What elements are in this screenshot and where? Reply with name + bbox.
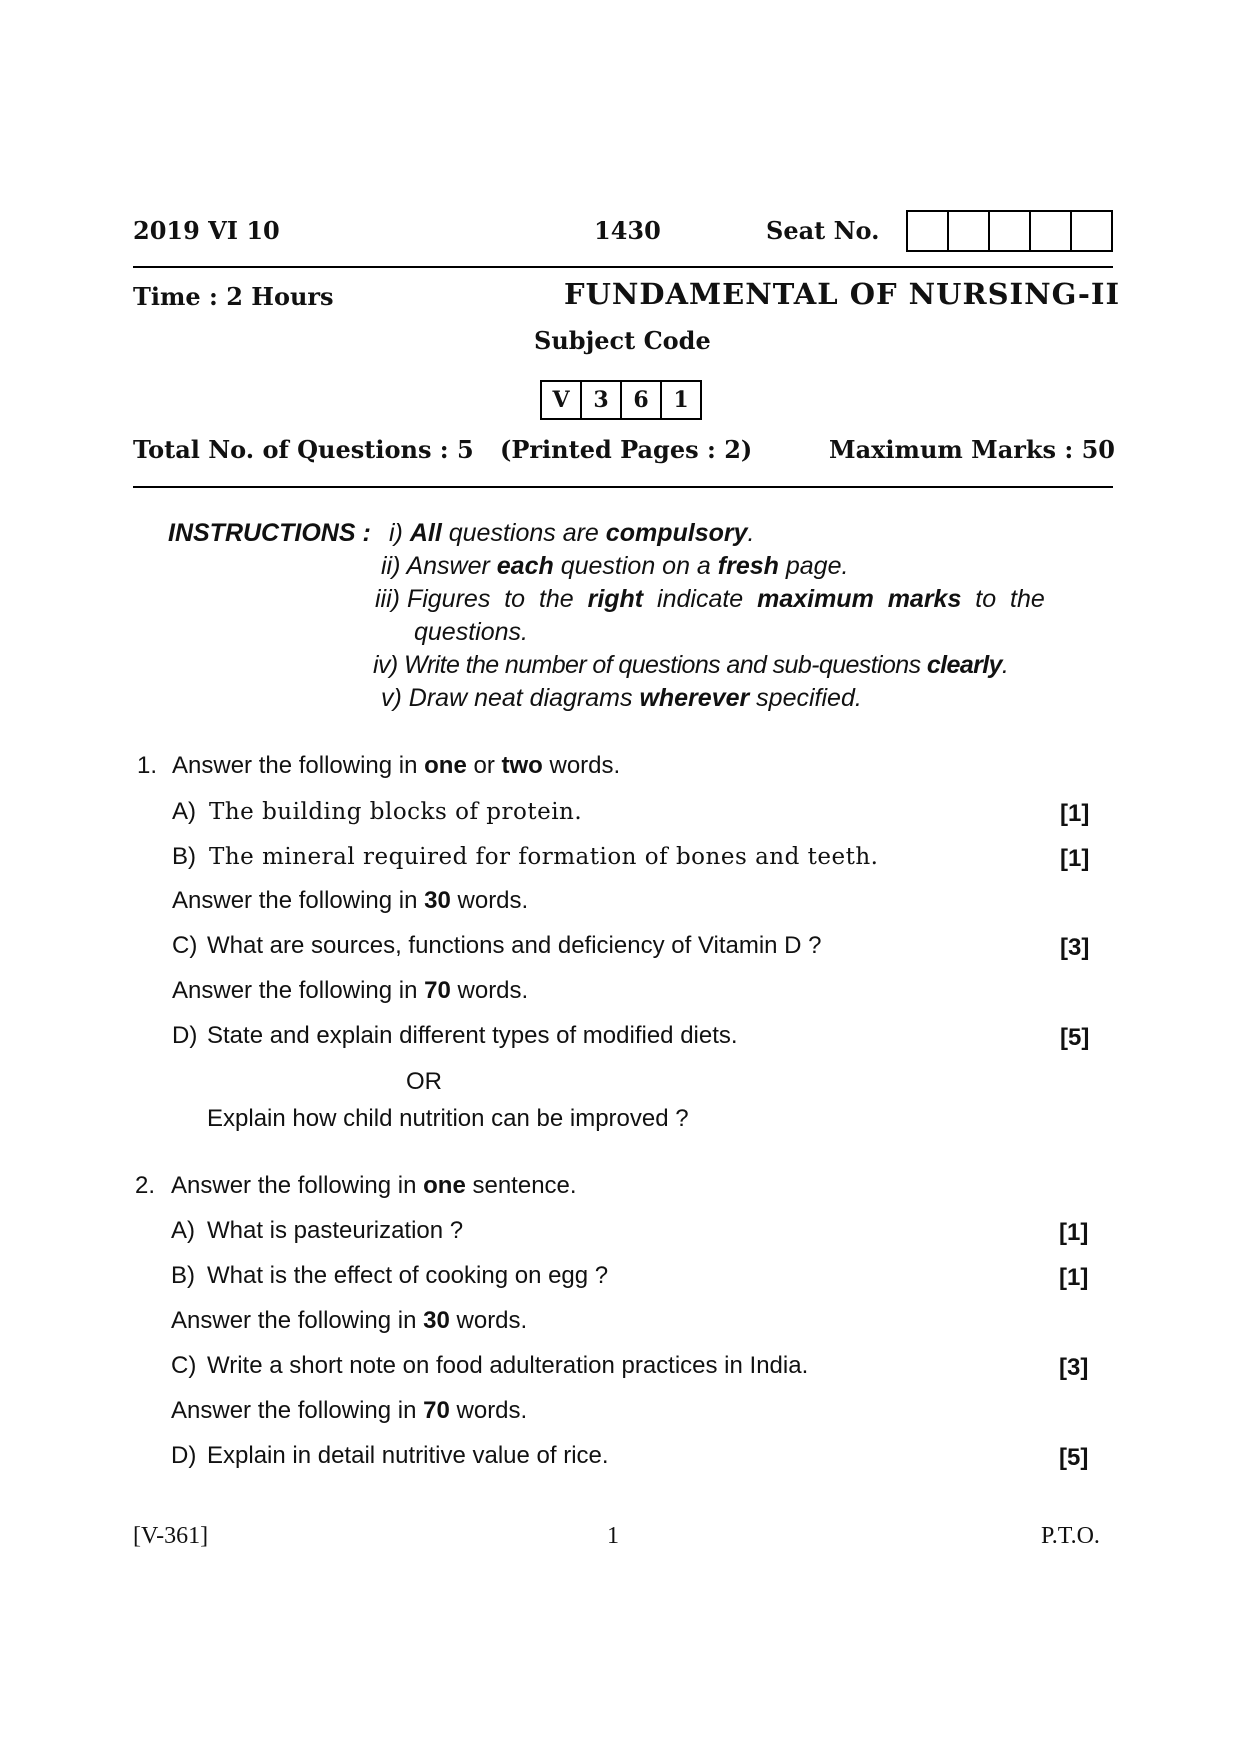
- printed-pages: (Printed Pages : 2): [500, 435, 753, 464]
- instruction-text: Figures to the: [406, 585, 588, 613]
- subject-code-cell: 1: [662, 380, 702, 420]
- exam-time: Time : 2 Hours: [133, 282, 334, 311]
- subheading-emphasis: 30: [423, 1307, 450, 1334]
- instruction-text: Answer: [406, 552, 497, 580]
- seat-number-label: Seat No.: [766, 216, 880, 245]
- intro-emphasis: one: [423, 1172, 466, 1199]
- subheading-text: Answer the following in: [171, 1397, 424, 1424]
- instruction-item: [381, 552, 848, 581]
- intro-emphasis: one: [424, 752, 467, 779]
- instruction-number: iii): [375, 585, 400, 613]
- subject-code-cell: V: [542, 380, 582, 420]
- intro-text: Answer the following in: [171, 1172, 424, 1199]
- q2d-marks: [5]: [1059, 1444, 1089, 1471]
- page-number: 1: [607, 1523, 619, 1549]
- q2d-text: Explain in detail nutritive value of rice.: [207, 1442, 609, 1469]
- subheading-text: words.: [450, 887, 529, 914]
- exam-date: 2019 VI 10: [133, 216, 280, 245]
- maximum-marks: Maximum Marks : 50: [829, 435, 1116, 464]
- instruction-emphasis: wherever: [639, 684, 750, 712]
- instruction-emphasis: All: [409, 519, 442, 547]
- instruction-text: questions are: [441, 519, 606, 547]
- subheading-emphasis: 70: [424, 977, 451, 1004]
- q2-subheading-70: [171, 1397, 527, 1425]
- instructions-divider: [133, 486, 1113, 488]
- q1b-label: B): [172, 843, 196, 870]
- q1b-text: The mineral required for formation of bones and teeth.: [209, 844, 879, 870]
- subject-code-label: Subject Code: [534, 326, 711, 355]
- q1b-marks: [1]: [1060, 845, 1090, 872]
- instruction-number: v): [381, 684, 402, 712]
- intro-text: sentence.: [465, 1172, 577, 1199]
- instruction-text: .: [747, 519, 755, 547]
- instruction-item: [375, 585, 1045, 614]
- subheading-text: words.: [450, 977, 529, 1004]
- subject-title: FUNDAMENTAL OF NURSING-II: [564, 277, 1121, 311]
- q1a-marks: [1]: [1060, 800, 1090, 827]
- please-turn-over: P.T.O.: [1041, 1523, 1100, 1549]
- intro-emphasis: two: [501, 752, 543, 779]
- instruction-text: page.: [778, 552, 849, 580]
- subject-code-cell: 6: [622, 380, 662, 420]
- q2d-label: D): [171, 1442, 197, 1469]
- instruction-text: indicate: [643, 585, 758, 613]
- instruction-text: to the: [961, 585, 1045, 613]
- instructions-label: INSTRUCTIONS :: [168, 519, 371, 547]
- seat-box: [949, 210, 990, 252]
- q1a-label: A): [172, 798, 196, 825]
- subject-code-cell: 3: [582, 380, 622, 420]
- subheading-text: words.: [449, 1397, 528, 1424]
- seat-box: [990, 210, 1031, 252]
- footer-paper-code: [V-361]: [133, 1523, 209, 1549]
- intro-text: Answer the following in: [172, 752, 425, 779]
- or-separator: OR: [406, 1068, 442, 1095]
- subheading-emphasis: 30: [424, 887, 451, 914]
- q1d-text: State and explain different types of modified diets.: [207, 1022, 738, 1049]
- instruction-item-continued: [414, 618, 528, 647]
- total-questions: Total No. of Questions : 5: [133, 435, 474, 464]
- question-1-intro: [172, 752, 620, 780]
- instruction-emphasis: each: [496, 552, 554, 580]
- subheading-text: Answer the following in: [172, 887, 425, 914]
- question-2-intro: [171, 1172, 577, 1200]
- instruction-text: .: [1001, 651, 1009, 679]
- instruction-item: [389, 519, 754, 548]
- instruction-emphasis: right: [587, 585, 644, 613]
- subject-code-boxes: [540, 380, 702, 420]
- seat-box: [1031, 210, 1072, 252]
- intro-text: words.: [542, 752, 621, 779]
- header-divider: [133, 266, 1113, 268]
- instruction-text: Write the number of questions and sub-questions: [403, 651, 927, 679]
- q1d-alternative: Explain how child nutrition can be improved ?: [207, 1105, 689, 1132]
- subheading-text: words.: [449, 1307, 528, 1334]
- seat-box: [908, 210, 949, 252]
- subheading-text: Answer the following in: [171, 1307, 424, 1334]
- instruction-item: [373, 651, 1008, 680]
- instruction-emphasis: compulsory: [605, 519, 748, 547]
- q1-subheading-30: [172, 887, 528, 915]
- q1c-marks: [3]: [1060, 934, 1090, 961]
- q1d-marks: [5]: [1060, 1024, 1090, 1051]
- question-2-number: 2.: [135, 1172, 156, 1199]
- q2a-marks: [1]: [1059, 1219, 1089, 1246]
- instruction-emphasis: fresh: [717, 552, 779, 580]
- seat-box: [1072, 210, 1113, 252]
- instruction-number: i): [389, 519, 403, 547]
- q2-subheading-30: [171, 1307, 527, 1335]
- instruction-text: questions.: [414, 618, 528, 646]
- paper-number: 1430: [594, 216, 661, 245]
- instruction-emphasis: maximum marks: [757, 585, 962, 613]
- instruction-number: ii): [381, 552, 401, 580]
- question-1-number: 1.: [137, 752, 158, 779]
- instruction-item: [381, 684, 862, 713]
- q2a-label: A): [171, 1217, 195, 1244]
- q1d-label: D): [172, 1022, 198, 1049]
- q2c-text: Write a short note on food adulteration practices in India.: [207, 1352, 809, 1379]
- instruction-text: Draw neat diagrams: [408, 684, 640, 712]
- instruction-text: question on a: [553, 552, 718, 580]
- q1c-label: C): [172, 932, 198, 959]
- q2b-label: B): [171, 1262, 195, 1289]
- instruction-emphasis: clearly: [926, 651, 1002, 679]
- q1-subheading-70: [172, 977, 528, 1005]
- q1c-text: What are sources, functions and deficiency of Vitamin D ?: [207, 932, 822, 959]
- intro-text: or: [466, 752, 502, 779]
- q2b-marks: [1]: [1059, 1264, 1089, 1291]
- q1a-text: The building blocks of protein.: [209, 799, 583, 825]
- instruction-text: specified.: [749, 684, 862, 712]
- subheading-text: Answer the following in: [172, 977, 425, 1004]
- seat-number-boxes: [906, 210, 1113, 252]
- q2a-text: What is pasteurization ?: [207, 1217, 464, 1244]
- q2c-marks: [3]: [1059, 1354, 1089, 1381]
- instruction-number: iv): [373, 651, 398, 679]
- subheading-emphasis: 70: [423, 1397, 450, 1424]
- q2c-label: C): [171, 1352, 197, 1379]
- q2b-text: What is the effect of cooking on egg ?: [207, 1262, 609, 1289]
